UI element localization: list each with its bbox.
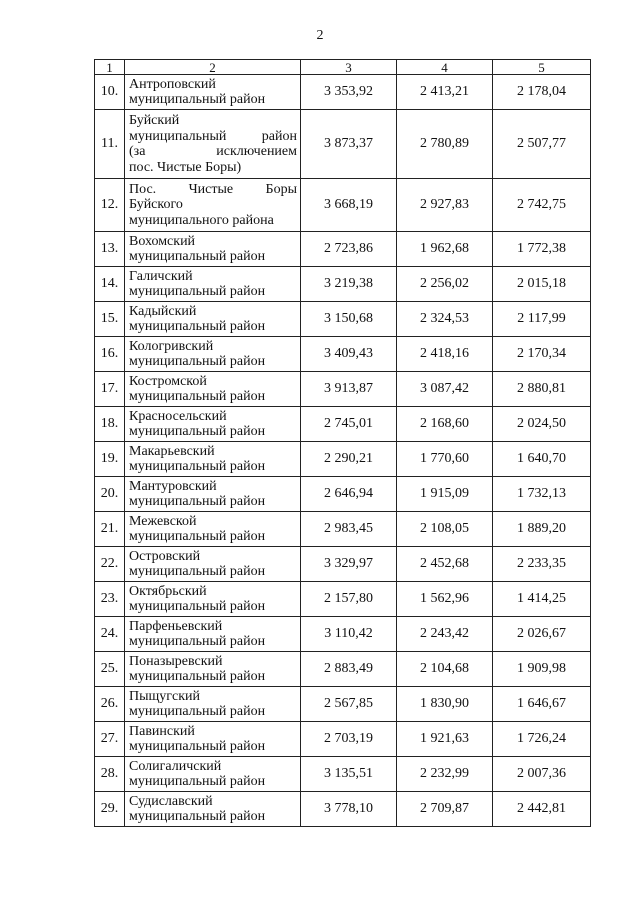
- value-col-3: 2 290,21: [301, 442, 397, 477]
- value-col-5: 2 742,75: [493, 179, 591, 232]
- value-col-4: 1 962,68: [397, 232, 493, 267]
- district-name: [125, 267, 301, 302]
- district-name: [125, 652, 301, 687]
- row-number: 18.: [95, 407, 125, 442]
- value-col-3: 3 135,51: [301, 757, 397, 792]
- district-name: [125, 477, 301, 512]
- district-name-line: муниципальный район: [129, 284, 266, 299]
- district-name: [125, 232, 301, 267]
- district-name-line: муниципального района: [129, 212, 274, 228]
- row-number: 16.: [95, 337, 125, 372]
- value-col-3: 2 567,85: [301, 687, 397, 722]
- district-name: [125, 179, 301, 232]
- table-row: [95, 582, 591, 617]
- row-number: 27.: [95, 722, 125, 757]
- value-col-4: 2 232,99: [397, 757, 493, 792]
- district-name: [125, 582, 301, 617]
- district-name-line: муниципальный район: [129, 389, 266, 404]
- column-header: 4: [397, 60, 493, 75]
- value-col-4: 1 921,63: [397, 722, 493, 757]
- district-name-line: муниципальный район: [129, 249, 266, 264]
- district-name-line: муниципальный район: [129, 354, 266, 369]
- table-row: [95, 179, 591, 232]
- value-col-3: 3 353,92: [301, 75, 397, 110]
- district-name: [125, 75, 301, 110]
- value-col-5: 1 640,70: [493, 442, 591, 477]
- value-col-4: 1 562,96: [397, 582, 493, 617]
- district-name-line: муниципальный район: [129, 424, 266, 439]
- value-col-5: 2 026,67: [493, 617, 591, 652]
- value-col-3: 3 219,38: [301, 267, 397, 302]
- value-col-4: 2 927,83: [397, 179, 493, 232]
- table-row: [95, 442, 591, 477]
- district-name: [125, 547, 301, 582]
- district-name-line: Октябрьский: [129, 583, 207, 599]
- district-name-line: муниципальный район: [129, 319, 266, 334]
- value-col-3: 3 329,97: [301, 547, 397, 582]
- value-col-5: 2 507,77: [493, 110, 591, 179]
- district-name-line: Судиславский: [129, 793, 213, 809]
- district-name: [125, 442, 301, 477]
- table-row: [95, 337, 591, 372]
- district-name-line: Вохомский: [129, 233, 196, 249]
- district-name: [125, 302, 301, 337]
- district-name-line: муниципальный район: [129, 774, 266, 789]
- table-row: [95, 477, 591, 512]
- district-name-line: муниципальный район: [129, 599, 266, 614]
- district-name: [125, 407, 301, 442]
- district-name-line: Буйского: [129, 197, 183, 213]
- tariff-table: [94, 59, 591, 827]
- district-name-line: Макарьевский: [129, 443, 215, 459]
- district-name-line: муниципальный район: [129, 529, 266, 544]
- value-col-3: 3 110,42: [301, 617, 397, 652]
- district-name-line: муниципальный район: [129, 634, 266, 649]
- value-col-5: 1 726,24: [493, 722, 591, 757]
- row-number: 28.: [95, 757, 125, 792]
- value-col-5: 1 732,13: [493, 477, 591, 512]
- table-row: [95, 372, 591, 407]
- value-col-5: 1 772,38: [493, 232, 591, 267]
- row-number: 29.: [95, 792, 125, 827]
- district-name-line: (за исключением: [129, 144, 297, 159]
- value-col-3: 2 157,80: [301, 582, 397, 617]
- district-name-line: Кологривский: [129, 338, 214, 354]
- value-col-4: 2 324,53: [397, 302, 493, 337]
- row-number: 10.: [95, 75, 125, 110]
- value-col-5: 2 117,99: [493, 302, 591, 337]
- column-header: 1: [95, 60, 125, 75]
- value-col-4: 2 168,60: [397, 407, 493, 442]
- district-name-line: муниципальный район: [129, 494, 266, 509]
- value-col-4: 3 087,42: [397, 372, 493, 407]
- district-name-line: муниципальный район: [129, 739, 266, 754]
- table-row: [95, 652, 591, 687]
- value-col-5: 2 178,04: [493, 75, 591, 110]
- district-name-line: Пос. Чистые Боры: [129, 181, 297, 197]
- table-row: [95, 687, 591, 722]
- value-col-5: 1 909,98: [493, 652, 591, 687]
- value-col-3: 2 703,19: [301, 722, 397, 757]
- table-row: [95, 792, 591, 827]
- district-name-line: Поназыревский: [129, 653, 223, 669]
- district-name: [125, 722, 301, 757]
- value-col-4: 2 418,16: [397, 337, 493, 372]
- district-name-line: Красносельский: [129, 408, 227, 424]
- table-row: [95, 407, 591, 442]
- row-number: 17.: [95, 372, 125, 407]
- value-col-3: 3 409,43: [301, 337, 397, 372]
- value-col-3: 3 150,68: [301, 302, 397, 337]
- value-col-3: 2 723,86: [301, 232, 397, 267]
- value-col-4: 1 770,60: [397, 442, 493, 477]
- district-name-line: Парфеньевский: [129, 618, 223, 634]
- row-number: 24.: [95, 617, 125, 652]
- district-name-line: муниципальный район: [129, 809, 266, 824]
- district-name: [125, 337, 301, 372]
- value-col-5: 2 880,81: [493, 372, 591, 407]
- value-col-3: 2 745,01: [301, 407, 397, 442]
- row-number: 14.: [95, 267, 125, 302]
- row-number: 11.: [95, 110, 125, 179]
- district-name-line: Буйский: [129, 113, 180, 128]
- value-col-5: 1 646,67: [493, 687, 591, 722]
- value-col-3: 3 913,87: [301, 372, 397, 407]
- district-name-line: Солигаличский: [129, 758, 222, 774]
- row-number: 12.: [95, 179, 125, 232]
- district-name-line: Антроповский: [129, 76, 216, 92]
- column-header: 5: [493, 60, 591, 75]
- district-name-line: Островский: [129, 548, 201, 564]
- district-name: [125, 792, 301, 827]
- district-name: [125, 372, 301, 407]
- district-name-line: Галичский: [129, 268, 193, 284]
- table-row: [95, 547, 591, 582]
- value-col-4: 2 452,68: [397, 547, 493, 582]
- value-col-3: 3 668,19: [301, 179, 397, 232]
- value-col-5: 2 233,35: [493, 547, 591, 582]
- value-col-5: 2 170,34: [493, 337, 591, 372]
- district-name-line: Мантуровский: [129, 478, 217, 494]
- value-col-5: 1 414,25: [493, 582, 591, 617]
- table-row: [95, 757, 591, 792]
- table-row: [95, 617, 591, 652]
- district-name: [125, 757, 301, 792]
- value-col-3: 2 883,49: [301, 652, 397, 687]
- district-name-line: муниципальный район: [129, 128, 297, 144]
- district-name-line: Межевской: [129, 513, 197, 529]
- row-number: 26.: [95, 687, 125, 722]
- district-name-line: Кадыйский: [129, 303, 197, 319]
- district-name-line: муниципальный район: [129, 704, 266, 719]
- value-col-3: 3 778,10: [301, 792, 397, 827]
- district-name-line: муниципальный район: [129, 669, 266, 684]
- value-col-4: 1 830,90: [397, 687, 493, 722]
- value-col-5: 2 007,36: [493, 757, 591, 792]
- row-number: 19.: [95, 442, 125, 477]
- value-col-3: 3 873,37: [301, 110, 397, 179]
- page-number: 2: [316, 28, 324, 43]
- value-col-4: 2 780,89: [397, 110, 493, 179]
- column-header: 3: [301, 60, 397, 75]
- value-col-4: 2 256,02: [397, 267, 493, 302]
- table-row: [95, 75, 591, 110]
- district-name-line: муниципальный район: [129, 564, 266, 579]
- value-col-4: 2 413,21: [397, 75, 493, 110]
- header-row: [95, 60, 591, 75]
- district-name: [125, 110, 301, 179]
- table-row: [95, 722, 591, 757]
- value-col-4: 1 915,09: [397, 477, 493, 512]
- value-col-5: 2 024,50: [493, 407, 591, 442]
- row-number: 15.: [95, 302, 125, 337]
- table-row: [95, 512, 591, 547]
- district-name: [125, 617, 301, 652]
- table-row: [95, 302, 591, 337]
- district-name-line: муниципальный район: [129, 92, 266, 107]
- value-col-4: 2 104,68: [397, 652, 493, 687]
- column-header: 2: [125, 60, 301, 75]
- district-name-line: Павинский: [129, 723, 195, 739]
- district-name-line: пос. Чистые Боры): [129, 159, 242, 175]
- row-number: 23.: [95, 582, 125, 617]
- district-name-line: Костромской: [129, 373, 207, 389]
- district-name: [125, 512, 301, 547]
- district-name-line: Пыщугский: [129, 688, 201, 704]
- district-name: [125, 687, 301, 722]
- value-col-5: 1 889,20: [493, 512, 591, 547]
- row-number: 13.: [95, 232, 125, 267]
- district-name-line: муниципальный район: [129, 459, 266, 474]
- value-col-5: 2 015,18: [493, 267, 591, 302]
- value-col-4: 2 243,42: [397, 617, 493, 652]
- row-number: 20.: [95, 477, 125, 512]
- value-col-4: 2 709,87: [397, 792, 493, 827]
- row-number: 25.: [95, 652, 125, 687]
- table-row: [95, 267, 591, 302]
- row-number: 21.: [95, 512, 125, 547]
- value-col-4: 2 108,05: [397, 512, 493, 547]
- table-row: [95, 110, 591, 179]
- row-number: 22.: [95, 547, 125, 582]
- value-col-5: 2 442,81: [493, 792, 591, 827]
- value-col-3: 2 646,94: [301, 477, 397, 512]
- value-col-3: 2 983,45: [301, 512, 397, 547]
- table-row: [95, 232, 591, 267]
